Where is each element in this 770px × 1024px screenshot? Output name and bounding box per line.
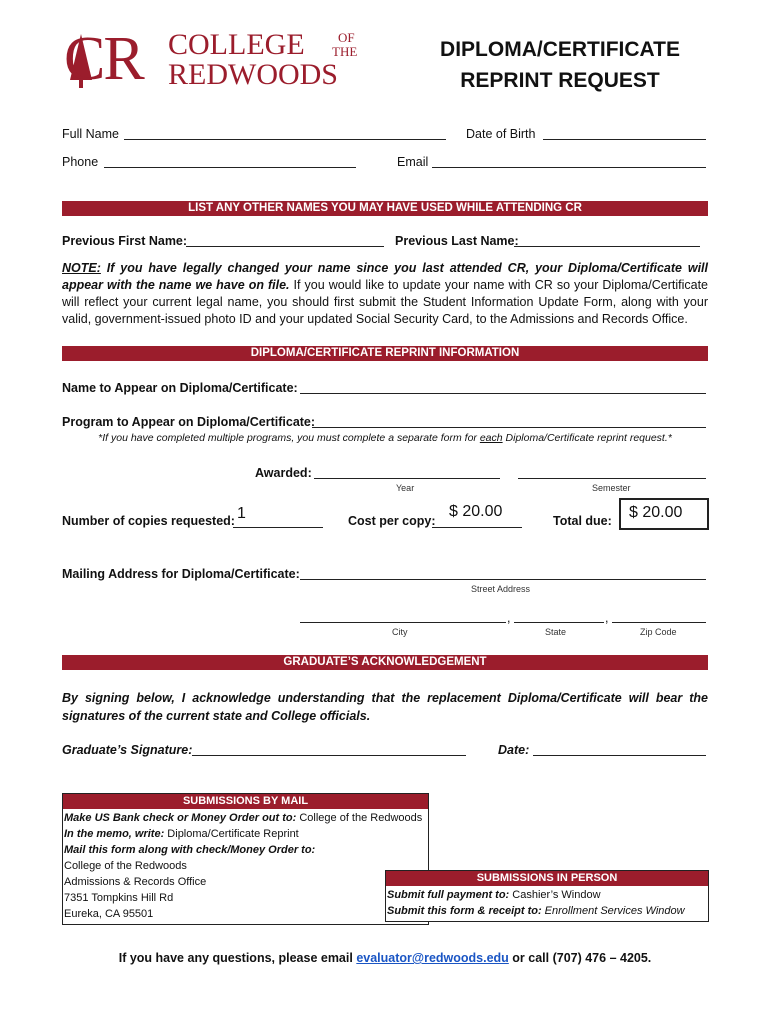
- reprint-info-header: DIPLOMA/CERTIFICATE REPRINT INFORMATION: [62, 346, 708, 361]
- city-caption: City: [392, 627, 408, 637]
- mail-instructions: Mail this form along with check/Money Order to:: [64, 844, 316, 856]
- copies-value: 1: [237, 505, 246, 522]
- program-note-each: each: [479, 432, 503, 444]
- title-line-2: REPRINT REQUEST: [460, 69, 660, 92]
- diploma-name-field[interactable]: [300, 393, 706, 394]
- program-note-pre: *If you have completed multiple programs, you must complete a separate form for: [98, 432, 480, 444]
- email-label: Email: [397, 155, 429, 169]
- note-text: If you would like to update your name with CR so your Diploma/Certificate will reflect your current legal name, you should first submit the Student Information Update Form, along with your valid, government-issued photo ID and your updated Social Security Card, to the Admissions and Records Office.: [62, 278, 708, 326]
- logo-redwoods: REDWOODS: [168, 58, 338, 91]
- in-person-header: SUBMISSIONS IN PERSON: [386, 871, 708, 886]
- awarded-label: Awarded:: [255, 466, 312, 480]
- logo-college: COLLEGE: [168, 28, 305, 61]
- cost-per-copy-label: Cost per copy:: [348, 514, 436, 528]
- mail-box-content: [64, 810, 422, 922]
- mailing-address-label: Mailing Address for Diploma/Certificate:: [62, 567, 300, 581]
- note-label: NOTE:: [62, 261, 101, 275]
- program-note: [62, 432, 708, 444]
- payment-label: Submit full payment to:: [387, 889, 510, 901]
- phone-label: Phone: [62, 155, 99, 169]
- comma-separator: ,: [507, 611, 511, 625]
- date-field[interactable]: [533, 755, 706, 756]
- logo-the: THE: [332, 44, 358, 59]
- memo-label: In the memo, write:: [64, 828, 165, 840]
- comma-separator: ,: [605, 611, 609, 625]
- email-field[interactable]: [432, 167, 706, 168]
- previous-last-name-field[interactable]: [514, 246, 700, 247]
- form-submission-label: Submit this form & receipt to:: [387, 905, 542, 917]
- logo-of: OF: [338, 30, 355, 45]
- college-logo: [62, 25, 372, 93]
- memo-value: Diploma/Certificate Reprint: [164, 828, 299, 840]
- zip-code-field[interactable]: [612, 622, 706, 623]
- awarded-year-field[interactable]: [314, 478, 500, 479]
- form-title: [410, 34, 710, 96]
- copies-label: Number of copies requested:: [62, 514, 235, 528]
- previous-last-name-label: Previous Last Name:: [395, 234, 519, 248]
- full-name-label: Full Name: [62, 127, 119, 141]
- dob-label: Date of Birth: [466, 127, 536, 141]
- total-due-field[interactable]: [619, 498, 709, 530]
- title-line-1: DIPLOMA/CERTIFICATE: [440, 38, 680, 61]
- phone-field[interactable]: [104, 167, 356, 168]
- copies-field[interactable]: [233, 527, 323, 528]
- mail-address-line-3: 7351 Tompkins Hill Rd: [64, 892, 174, 904]
- other-names-header: LIST ANY OTHER NAMES YOU MAY HAVE USED WHILE ATTENDING CR: [62, 201, 708, 216]
- mail-address-line-2: Admissions & Records Office: [64, 876, 207, 888]
- footer-text-pre: If you have any questions, please email: [118, 951, 357, 965]
- acknowledgement-text: By signing below, I acknowledge understanding that the replacement Diploma/Certificate will bear the signatures of the current state and College officials.: [62, 691, 708, 723]
- diploma-name-label: Name to Appear on Diploma/Certificate:: [62, 381, 298, 395]
- previous-first-name-field[interactable]: [186, 246, 384, 247]
- name-change-note: [62, 260, 708, 328]
- date-label: Date:: [498, 743, 530, 757]
- contact-email-link[interactable]: evaluator@redwoods.edu: [356, 951, 509, 965]
- street-address-field[interactable]: [300, 579, 706, 580]
- state-caption: State: [545, 627, 567, 637]
- cost-per-copy-field[interactable]: [432, 527, 522, 528]
- mail-memo-line: [64, 826, 422, 842]
- payee-value: College of the Redwoods: [296, 812, 423, 824]
- mail-box-header: SUBMISSIONS BY MAIL: [63, 794, 428, 809]
- full-name-field[interactable]: [124, 139, 446, 140]
- awarded-semester-field[interactable]: [518, 478, 706, 479]
- dob-field[interactable]: [543, 139, 706, 140]
- street-address-caption: Street Address: [471, 584, 531, 594]
- previous-first-name-label: Previous First Name:: [62, 234, 188, 248]
- program-note-post: Diploma/Certificate reprint request.*: [502, 432, 672, 444]
- footer-text-post: or call (707) 476 – 4205.: [508, 951, 652, 965]
- in-person-content: [387, 887, 685, 919]
- footer-contact: [0, 951, 770, 965]
- mail-address-line-1: College of the Redwoods: [64, 860, 187, 872]
- form-submission-line: [387, 903, 685, 919]
- semester-caption: Semester: [592, 483, 631, 493]
- city-field[interactable]: [300, 622, 506, 623]
- program-field[interactable]: [312, 427, 706, 428]
- payee-label: Make US Bank check or Money Order out to:: [64, 812, 297, 824]
- total-due-value: $ 20.00: [629, 504, 683, 521]
- signature-label: Graduate’s Signature:: [62, 743, 193, 757]
- logo-letters: CR: [64, 25, 143, 93]
- mail-payee-line: [64, 810, 422, 826]
- payment-line: [387, 887, 685, 903]
- signature-field[interactable]: [192, 755, 466, 756]
- mail-address-line-4: Eureka, CA 95501: [64, 908, 154, 920]
- year-caption: Year: [396, 483, 415, 493]
- program-label: Program to Appear on Diploma/Certificate:: [62, 415, 316, 429]
- note-bold-text: If you have legally changed your name since you last attended CR, your Diploma/Certificate will appear with the name we have on file.: [62, 261, 708, 292]
- cost-per-copy-value: $ 20.00: [449, 503, 503, 520]
- form-submission-value: Enrollment Services Window: [541, 905, 685, 917]
- total-due-label: Total due:: [553, 514, 612, 528]
- zip-code-caption: Zip Code: [640, 627, 677, 637]
- payment-value: Cashier’s Window: [509, 889, 601, 901]
- acknowledgement-header: GRADUATE’S ACKNOWLEDGEMENT: [62, 655, 708, 670]
- state-field[interactable]: [514, 622, 604, 623]
